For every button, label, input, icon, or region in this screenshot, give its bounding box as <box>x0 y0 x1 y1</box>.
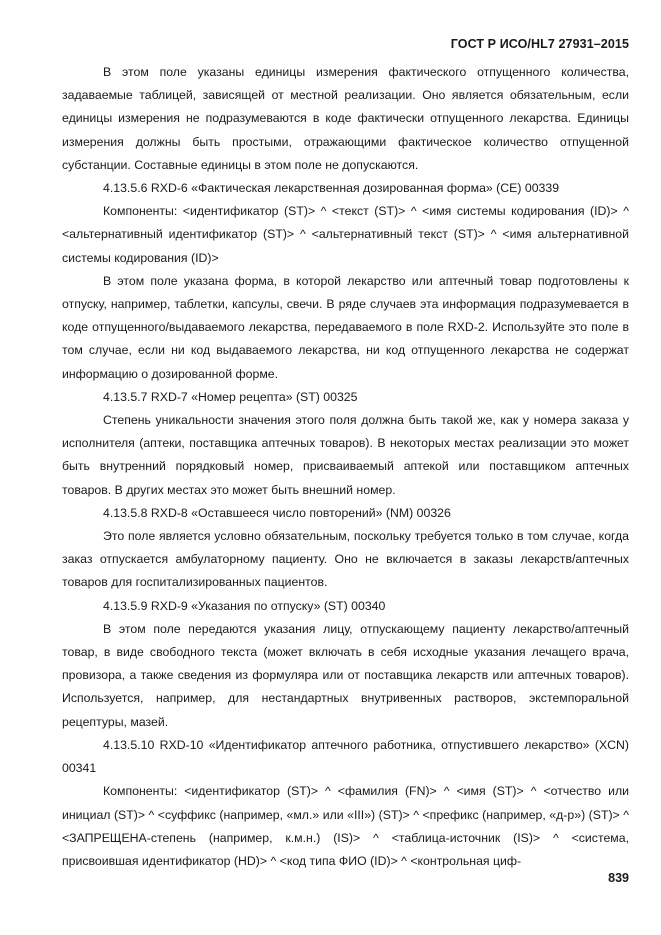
section-heading-rxd-6: 4.13.5.6 RXD-6 «Фактическая лекарственная дозированная форма» (CE) 00339 <box>103 181 560 196</box>
paragraph-rxd-6-description: В этом поле указана форма, в которой лекарство или аптечный товар подготовлены к отпуску, например, таблетки, капсулы, свечи. В ряде случаев эта информация подразумевается в коде отпущенного/выдаваемого лекарства, передаваемого в поле RXD-2. Используйте это поле в том случае, если ни код выдаваемого лекарства, ни код отпущенного лекарства не содержат информацию о дозированной форме. <box>62 273 629 381</box>
section-heading-rxd-9: 4.13.5.9 RXD-9 «Указания по отпуску» (ST) 00340 <box>103 598 386 613</box>
paragraph-units-description: В этом поле указаны единицы измерения фактического отпущенного количества, задаваемые таблицей, зависящей от местной реализации. Оно является обязательным, если единицы измерения не подразумеваются в коде фактически отпущенного лекарства. Единицы измерения должны быть простыми, отражающими фактическое количество отпущенной субстанции. Составные единицы в этом поле не допускаются. <box>62 65 629 172</box>
section-heading-rxd-10: 4.13.5.10 RXD-10 «Идентификатор аптечного работника, отпустившего лекарство» (XCN) 00341 <box>62 737 629 776</box>
document-header: ГОСТ Р ИСО/HL7 27931–2015 <box>450 37 629 51</box>
section-heading-rxd-7: 4.13.5.7 RXD-7 «Номер рецепта» (ST) 00325 <box>103 389 358 404</box>
paragraph-rxd-8-description: Это поле является условно обязательным, поскольку требуется только в том случае, когда заказ отпускается амбулаторному пациенту. Оно не включается в заказы лекарств/аптечных товаров для госпитализированных пациентов. <box>62 529 629 590</box>
paragraph-rxd-9-description: В этом поле передаются указания лицу, отпускающему пациенту лекарство/аптечный товар, в виде свободного текста (может включать в себя исходные указания лечащего врача, провизора, а также сведения из формуляра или от поставщика лекарств или аптечных товаров). Используется, например, для нестандартных внутривенных растворов, экстемпоральной рецептуры, мазей. <box>62 621 629 729</box>
section-heading-rxd-8: 4.13.5.8 RXD-8 «Оставшееся число повторений» (NM) 00326 <box>103 505 451 520</box>
paragraph-rxd-10-components: Компоненты: <идентификатор (ST)> ^ <фамилия (FN)> ^ <имя (ST)> ^ <отчество или инициал (ST)> ^ <суффикс (например, «мл.» или «III») (ST)> ^ <префикс (например, «д-р») (ST)> ^ <ЗАПРЕЩЕНА-степень (например, к.м.н.) (IS)> ^ <таблица-источник (IS)> ^ <система, присвоившая идентификатор (HD)> ^ <код типа ФИО (ID)> ^ <контрольная циф- <box>62 784 629 868</box>
page-number: 839 <box>608 871 629 885</box>
paragraph-rxd-7-description: Степень уникальности значения этого поля должна быть такой же, как у номера заказа у исполнителя (аптеки, поставщика аптечных товаров). В некоторых местах реализации это может быть внутренний порядковый номер, присваиваемый аптекой или поставщиком аптечных товаров. В других местах это может быть внешний номер. <box>62 413 629 497</box>
page-body <box>62 61 629 873</box>
paragraph-rxd-6-components: Компоненты: <идентификатор (ST)> ^ <текст (ST)> ^ <имя системы кодирования (ID)> ^ <альтернативный идентификатор (ST)> ^ <альтернативный текст (ST)> ^ <имя альтернативной системы кодирования (ID)> <box>62 204 629 265</box>
